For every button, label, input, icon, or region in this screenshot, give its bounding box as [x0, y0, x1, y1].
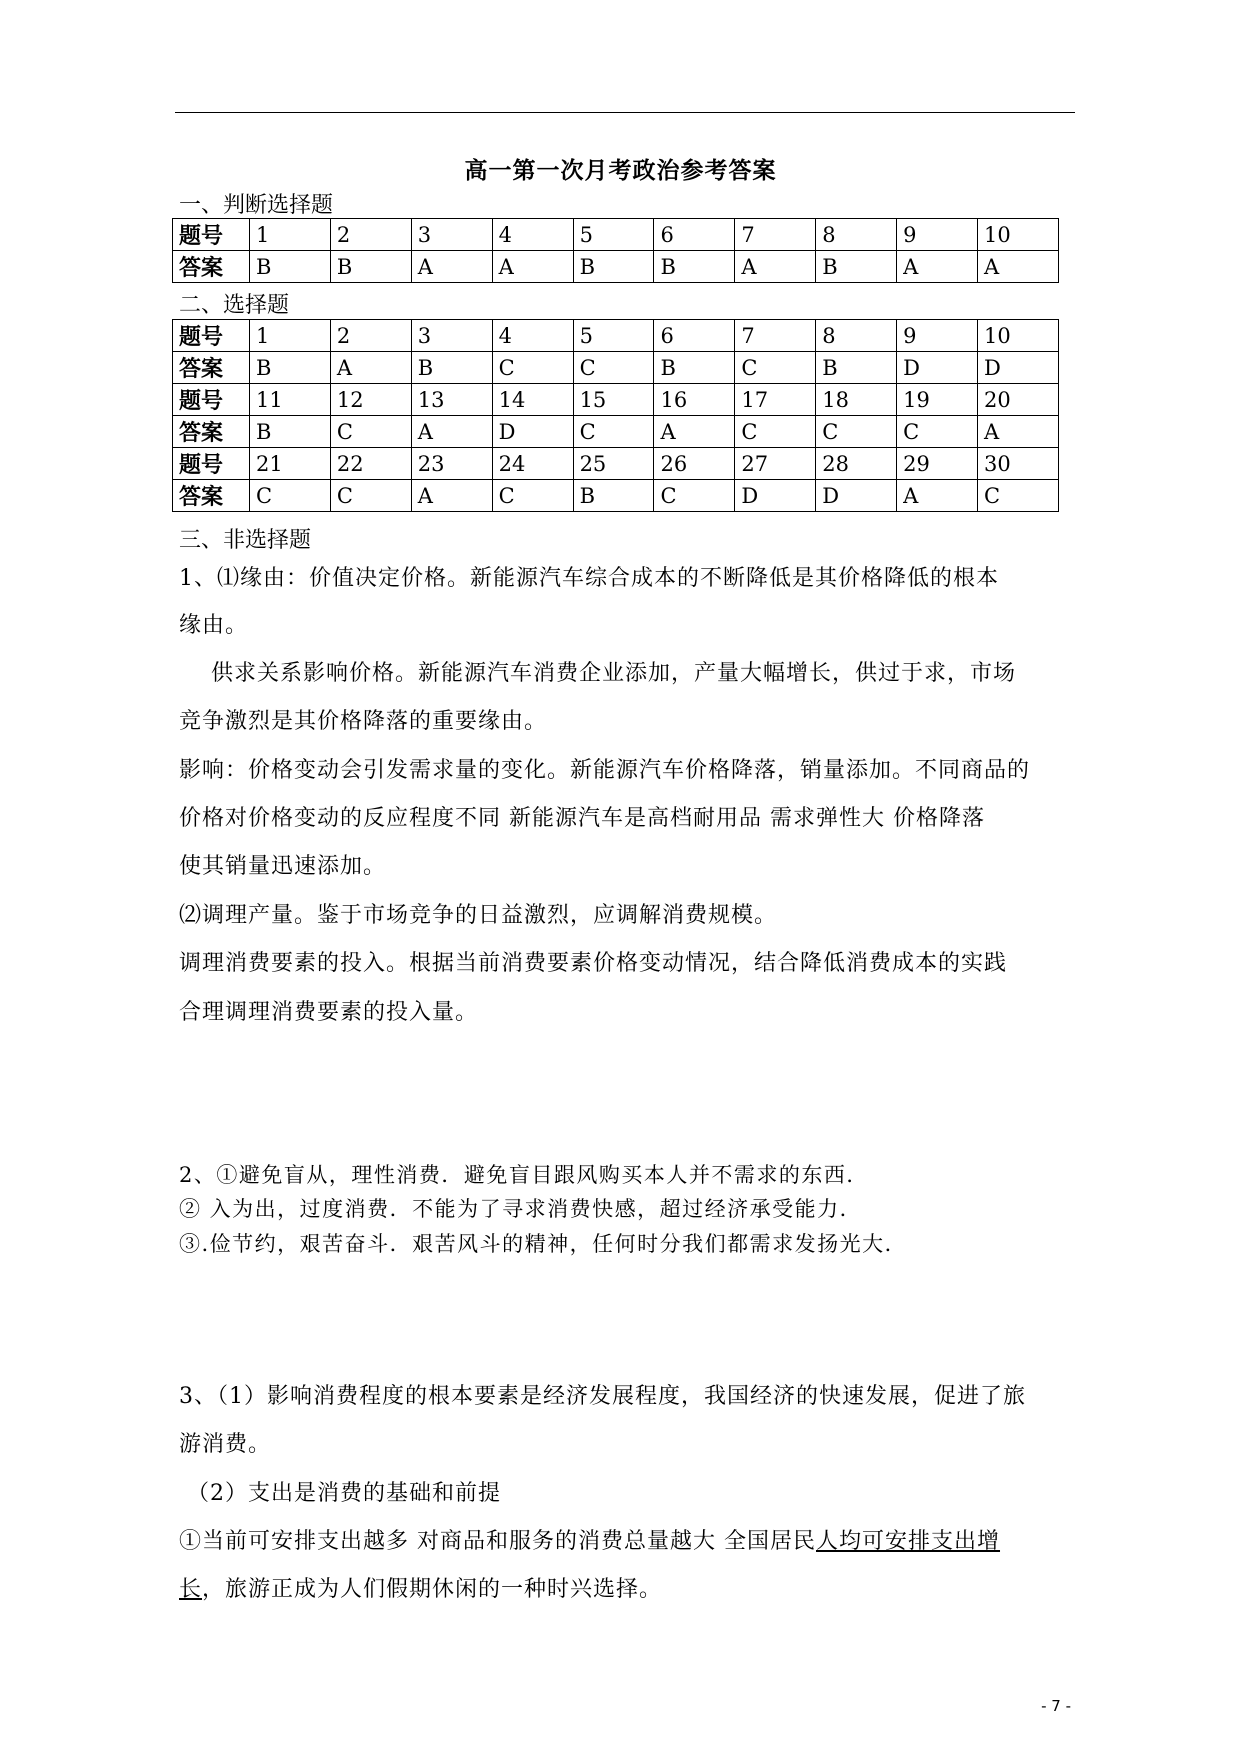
table-cell: 14 — [492, 384, 573, 416]
table-row — [173, 480, 1059, 512]
q1-line-2: 缘由。 — [179, 613, 249, 638]
table-cell: 17 — [735, 384, 816, 416]
table-cell: 7 — [735, 320, 816, 352]
table-cell: C — [573, 416, 654, 448]
table-cell: 9 — [897, 219, 978, 251]
table-cell: C — [330, 416, 411, 448]
section1-heading: 一、判断选择题 — [179, 193, 334, 218]
row-label: 题号 — [173, 448, 250, 480]
table-cell: 4 — [492, 320, 573, 352]
table-cell: C — [654, 480, 735, 512]
table-cell: B — [250, 416, 331, 448]
table-cell: 1 — [250, 219, 331, 251]
q3-underlined-text-cont: 长 — [179, 1577, 203, 1602]
table-cell: 9 — [897, 320, 978, 352]
q1-line-3: 供求关系影响价格。新能源汽车消费企业添加，产量大幅增长，供过于求，市场 — [179, 661, 1016, 686]
table-cell: 10 — [978, 320, 1059, 352]
q1-line-5: 影响：价格变动会引发需求量的变化。新能源汽车价格降落，销量添加。不同商品的 — [179, 758, 1031, 783]
table-row — [173, 448, 1059, 480]
table-cell: 6 — [654, 219, 735, 251]
q3-line-3: （2）支出是消费的基础和前提 — [179, 1481, 501, 1506]
table-row — [173, 352, 1059, 384]
table-cell: B — [411, 352, 492, 384]
table-cell: 19 — [897, 384, 978, 416]
table-cell: B — [654, 251, 735, 283]
table-cell: 2 — [330, 320, 411, 352]
q3-underlined-text: 人均可安排支出增 — [816, 1529, 1001, 1554]
table-cell: A — [978, 416, 1059, 448]
table-cell: 24 — [492, 448, 573, 480]
table-cell: B — [330, 251, 411, 283]
table-cell: 3 — [411, 320, 492, 352]
table-cell: A — [654, 416, 735, 448]
table-cell: 4 — [492, 219, 573, 251]
q3-line-2: 游消费。 — [179, 1432, 272, 1457]
header-rule — [175, 112, 1075, 113]
table-cell: C — [250, 480, 331, 512]
row-label: 答案 — [173, 480, 250, 512]
table-cell: 28 — [816, 448, 897, 480]
q2-line-1: 2、①避免盲从，理性消费．避免盲目跟风购买本人并不需求的东西． — [179, 1163, 869, 1187]
table-cell: A — [978, 251, 1059, 283]
table-cell: 27 — [735, 448, 816, 480]
table-cell: B — [654, 352, 735, 384]
table-cell: 8 — [816, 320, 897, 352]
section3-heading: 三、非选择题 — [179, 528, 312, 553]
table-cell: B — [816, 352, 897, 384]
table-cell: C — [492, 480, 573, 512]
table-cell: B — [250, 352, 331, 384]
q3-line-4-text: ①当前可安排支出越多 对商品和服务的消费总量越大 全国居民 — [179, 1529, 816, 1554]
table-cell: 29 — [897, 448, 978, 480]
table-cell: C — [735, 352, 816, 384]
table-cell: 26 — [654, 448, 735, 480]
q1-line-10: 合理调理消费要素的投入量。 — [179, 1000, 479, 1025]
table-cell: 20 — [978, 384, 1059, 416]
document-title: 高一第一次月考政治参考答案 — [464, 157, 777, 184]
table-row — [173, 251, 1059, 283]
table-cell: A — [411, 251, 492, 283]
table-cell: 16 — [654, 384, 735, 416]
table-cell: 25 — [573, 448, 654, 480]
table-cell: D — [735, 480, 816, 512]
table-cell: C — [573, 352, 654, 384]
table-row — [173, 384, 1059, 416]
q1-line-8: ⑵调理产量。鉴于市场竞争的日益激烈，应调解消费规模。 — [179, 903, 778, 928]
table-cell: 1 — [250, 320, 331, 352]
table-row — [173, 416, 1059, 448]
q3-line-5-text: ，旅游正成为人们假期休闲的一种时兴选择。 — [202, 1577, 663, 1602]
table-cell: 22 — [330, 448, 411, 480]
table-cell: C — [492, 352, 573, 384]
table-cell: A — [411, 480, 492, 512]
table-cell: A — [492, 251, 573, 283]
table-cell: 7 — [735, 219, 816, 251]
table-cell: D — [897, 352, 978, 384]
table-cell: 5 — [573, 219, 654, 251]
table-cell: 5 — [573, 320, 654, 352]
page-number: - 7 - — [1041, 1697, 1071, 1715]
table-cell: B — [573, 251, 654, 283]
q1-line-6: 价格对价格变动的反应程度不同 新能源汽车是高档耐用品 需求弹性大 价格降落 — [179, 806, 985, 831]
q1-line-9: 调理消费要素的投入。根据当前消费要素价格变动情况，结合降低消费成本的实践 — [179, 951, 1008, 976]
table-cell: 13 — [411, 384, 492, 416]
table-cell: 3 — [411, 219, 492, 251]
table-cell: 12 — [330, 384, 411, 416]
q3-line-1: 3、（1）影响消费程度的根本要素是经济发展程度，我国经济的快速发展，促进了旅 — [179, 1384, 1026, 1409]
row-label: 答案 — [173, 352, 250, 384]
table-cell: D — [492, 416, 573, 448]
table-row — [173, 219, 1059, 251]
table-cell: 23 — [411, 448, 492, 480]
row-label: 题号 — [173, 219, 250, 251]
row-label: 题号 — [173, 384, 250, 416]
q1-line-7: 使其销量迅速添加。 — [179, 854, 387, 879]
q2-line-3: ③.俭节约，艰苦奋斗．艰苦风斗的精神，任何时分我们都需求发扬光大． — [179, 1232, 908, 1256]
table-cell: C — [978, 480, 1059, 512]
choice-answer-table — [172, 319, 1059, 512]
table-cell: 15 — [573, 384, 654, 416]
table-cell: C — [897, 416, 978, 448]
table-cell: 8 — [816, 219, 897, 251]
table-cell: B — [816, 251, 897, 283]
row-label: 答案 — [173, 416, 250, 448]
table-cell: B — [250, 251, 331, 283]
table-cell: A — [897, 251, 978, 283]
table-cell: C — [330, 480, 411, 512]
table-cell: D — [978, 352, 1059, 384]
section2-heading: 二、选择题 — [179, 293, 290, 318]
q3-line-4 — [179, 1529, 1099, 1555]
row-label: 题号 — [173, 320, 250, 352]
judgement-answer-table — [172, 218, 1059, 283]
q2-line-2: ② 入为出，过度消费．不能为了寻求消费快感，超过经济承受能力． — [179, 1197, 863, 1221]
q1-line-1: 1、⑴缘由：价值决定价格。新能源汽车综合成本的不断降低是其价格降低的根本 — [179, 566, 999, 591]
table-row — [173, 320, 1059, 352]
table-cell: A — [735, 251, 816, 283]
table-cell: A — [411, 416, 492, 448]
table-cell: A — [897, 480, 978, 512]
table-cell: 18 — [816, 384, 897, 416]
table-cell: C — [816, 416, 897, 448]
q3-line-5 — [179, 1577, 1099, 1603]
row-label: 答案 — [173, 251, 250, 283]
table-cell: 21 — [250, 448, 331, 480]
table-cell: 11 — [250, 384, 331, 416]
table-cell: 6 — [654, 320, 735, 352]
table-cell: B — [573, 480, 654, 512]
table-cell: D — [816, 480, 897, 512]
table-cell: 10 — [978, 219, 1059, 251]
table-cell: A — [330, 352, 411, 384]
q1-line-4: 竞争激烈是其价格降落的重要缘由。 — [179, 709, 548, 734]
table-cell: 30 — [978, 448, 1059, 480]
table-cell: 2 — [330, 219, 411, 251]
table-cell: C — [735, 416, 816, 448]
